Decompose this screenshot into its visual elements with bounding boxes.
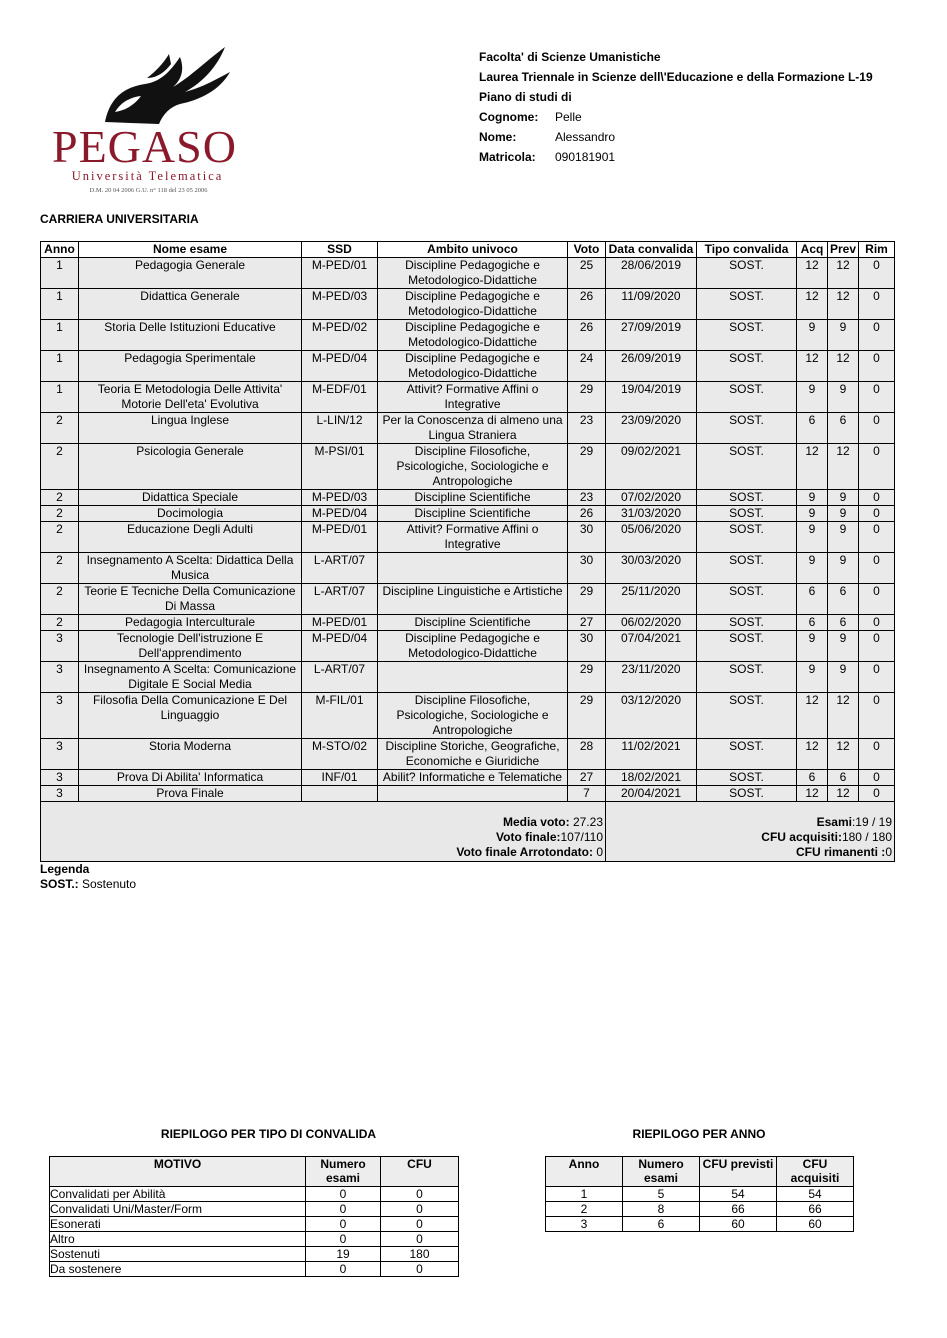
cell-numero-esami: 0 [306,1262,381,1277]
cell-data-convalida: 07/04/2021 [606,631,697,662]
cell-nome-esame: Tecnologie Dell'istruzione E Dell'apprendimento [79,631,302,662]
cell-prev: 12 [828,289,859,320]
student-surname: Cognome: Pelle [479,110,582,124]
cell-numero-esami: 19 [306,1247,381,1262]
university-logo [50,42,240,202]
cell-rim: 0 [859,320,895,351]
cell-acq: 12 [797,693,828,739]
col-anno: Anno [546,1157,623,1187]
cell-data-convalida: 25/11/2020 [606,584,697,615]
cell-ambito: Discipline Pedagogiche e Metodologico-Didattiche [378,631,568,662]
cell-prev: 12 [828,258,859,289]
logo-subtitle: Università Telematica [71,169,224,183]
plan-label: Piano di studi di [479,90,572,104]
cell-ambito [378,786,568,802]
cell-nome-esame: Storia Delle Istituzioni Educative [79,320,302,351]
career-row [41,553,895,584]
col-ssd: SSD [302,242,378,258]
cell-acq: 9 [797,320,828,351]
cell-nome-esame: Lingua Inglese [79,413,302,444]
career-row [41,320,895,351]
cell-rim: 0 [859,631,895,662]
cell-data-convalida: 09/02/2021 [606,444,697,490]
cell-acq: 12 [797,739,828,770]
cell-ambito: Discipline Storiche, Geografiche, Economiche e Giuridiche [378,739,568,770]
riepilogo-tipo-row [50,1262,459,1277]
cell-data-convalida: 23/09/2020 [606,413,697,444]
cell-voto: 29 [568,693,606,739]
document-header [479,50,919,170]
cell-ambito: Attivit? Formative Affini o Integrative [378,522,568,553]
cell-nome-esame: Docimologia [79,506,302,522]
cell-prev: 9 [828,553,859,584]
cell-nome-esame: Prova Di Abilita' Informatica [79,770,302,786]
cell-anno: 1 [41,351,79,382]
col-motivo: MOTIVO [50,1157,306,1187]
cell-data-convalida: 27/09/2019 [606,320,697,351]
cell-ssd: M-PED/03 [302,289,378,320]
cell-tipo-convalida: SOST. [697,631,797,662]
cell-cfu: 0 [381,1187,459,1202]
cell-nome-esame: Didattica Generale [79,289,302,320]
cell-ssd: L-ART/07 [302,584,378,615]
cell-ssd: L-ART/07 [302,662,378,693]
cell-voto: 26 [568,289,606,320]
cell-rim: 0 [859,382,895,413]
cell-anno: 3 [41,662,79,693]
cell-anno: 3 [41,693,79,739]
riepilogo-tipo-row [50,1187,459,1202]
cell-rim: 0 [859,786,895,802]
cell-ssd: M-PSI/01 [302,444,378,490]
cell-ssd [302,786,378,802]
cell-cfu-acquisiti: 60 [777,1217,854,1232]
col-cfu: CFU [381,1157,459,1187]
cell-nome-esame: Pedagogia Sperimentale [79,351,302,382]
cell-anno: 3 [41,770,79,786]
cell-voto: 26 [568,506,606,522]
cell-cfu-acquisiti: 66 [777,1202,854,1217]
cell-ssd: M-PED/04 [302,506,378,522]
cell-cfu-previsti: 54 [700,1187,777,1202]
career-row [41,770,895,786]
cell-data-convalida: 30/03/2020 [606,553,697,584]
cell-cfu-previsti: 66 [700,1202,777,1217]
career-row [41,413,895,444]
career-row [41,490,895,506]
logo-decree: D.M. 20 04 2006 G.U. n° 118 del 23 05 2006 [89,187,208,194]
career-row [41,615,895,631]
cell-nome-esame: Pedagogia Interculturale [79,615,302,631]
career-row [41,584,895,615]
cell-voto: 26 [568,320,606,351]
riepilogo-tipo-row [50,1232,459,1247]
career-row [41,739,895,770]
cell-voto: 29 [568,382,606,413]
cell-nome-esame: Psicologia Generale [79,444,302,490]
logo-wordmark: PEGASO [52,121,237,172]
riepilogo-tipo-table [49,1156,459,1277]
cell-numero-esami: 6 [623,1217,700,1232]
cell-tipo-convalida: SOST. [697,739,797,770]
cell-anno: 1 [41,258,79,289]
career-row [41,662,895,693]
cell-anno: 1 [41,289,79,320]
cell-acq: 12 [797,258,828,289]
cell-tipo-convalida: SOST. [697,522,797,553]
cell-data-convalida: 23/11/2020 [606,662,697,693]
cell-tipo-convalida: SOST. [697,770,797,786]
cell-ssd: M-FIL/01 [302,693,378,739]
cell-acq: 9 [797,662,828,693]
career-row [41,631,895,662]
cell-ssd: M-EDF/01 [302,382,378,413]
cell-nome-esame: Teoria E Metodologia Delle Attivita' Motorie Dell'eta' Evolutiva [79,382,302,413]
cell-ambito: Attivit? Formative Affini o Integrative [378,382,568,413]
cell-voto: 23 [568,413,606,444]
cell-anno: 2 [41,553,79,584]
col-numero-esami: Numero esami [306,1157,381,1187]
cell-cfu: 0 [381,1262,459,1277]
col-tipo: Tipo convalida [697,242,797,258]
cell-voto: 23 [568,490,606,506]
cell-ambito: Discipline Pedagogiche e Metodologico-Didattiche [378,258,568,289]
cell-tipo-convalida: SOST. [697,258,797,289]
cell-data-convalida: 28/06/2019 [606,258,697,289]
cell-nome-esame: Educazione Degli Adulti [79,522,302,553]
cell-rim: 0 [859,662,895,693]
cell-anno: 2 [41,615,79,631]
cell-ssd: M-PED/01 [302,615,378,631]
career-row [41,382,895,413]
cell-rim: 0 [859,351,895,382]
cell-ambito: Discipline Pedagogiche e Metodologico-Didattiche [378,289,568,320]
riepilogo-tipo-row [50,1202,459,1217]
cell-rim: 0 [859,444,895,490]
cell-prev: 9 [828,506,859,522]
cell-voto: 28 [568,739,606,770]
cell-acq: 9 [797,506,828,522]
degree-name: Laurea Triennale in Scienze dell\'Educazione e della Formazione L-19 [479,70,873,84]
cell-rim: 0 [859,506,895,522]
cell-nome-esame: Storia Moderna [79,739,302,770]
cell-motivo: Da sostenere [50,1262,306,1277]
cell-acq: 12 [797,786,828,802]
cell-tipo-convalida: SOST. [697,662,797,693]
riepilogo-tipo-row [50,1217,459,1232]
student-name: Nome: Alessandro [479,130,616,144]
career-row [41,289,895,320]
cell-ambito: Per la Conoscenza di almeno una Lingua Straniera [378,413,568,444]
cell-ambito: Discipline Pedagogiche e Metodologico-Didattiche [378,320,568,351]
cell-rim: 0 [859,522,895,553]
cell-rim: 0 [859,770,895,786]
cell-ambito: Discipline Scientifiche [378,506,568,522]
cell-cfu: 0 [381,1202,459,1217]
cell-anno: 3 [41,739,79,770]
cell-tipo-convalida: SOST. [697,693,797,739]
cell-rim: 0 [859,693,895,739]
cell-ambito: Discipline Scientifiche [378,490,568,506]
cell-rim: 0 [859,490,895,506]
riepilogo-anno-title: RIEPILOGO PER ANNO [632,1127,766,1141]
cell-data-convalida: 11/02/2021 [606,739,697,770]
cell-nome-esame: Prova Finale [79,786,302,802]
legend [40,862,136,892]
col-acq: Acq [797,242,828,258]
cell-tipo-convalida: SOST. [697,382,797,413]
cell-voto: 30 [568,522,606,553]
cell-prev: 9 [828,382,859,413]
riepilogo-anno-row [546,1187,854,1202]
cell-ssd: L-ART/07 [302,553,378,584]
cell-anno: 1 [41,320,79,351]
career-header-row [41,242,895,258]
riepilogo-tipo-header [50,1157,459,1187]
cell-ambito: Discipline Filosofiche, Psicologiche, Sociologiche e Antropologiche [378,444,568,490]
voto-arrotondato: Voto finale Arrotondato: 0 [456,845,603,859]
cell-voto: 30 [568,631,606,662]
cell-numero-esami: 0 [306,1187,381,1202]
cell-rim: 0 [859,258,895,289]
cell-data-convalida: 06/02/2020 [606,615,697,631]
cell-tipo-convalida: SOST. [697,584,797,615]
cell-rim: 0 [859,553,895,584]
cell-anno: 3 [546,1217,623,1232]
cell-numero-esami: 0 [306,1232,381,1247]
cell-prev: 9 [828,662,859,693]
cell-anno: 2 [41,413,79,444]
cell-prev: 12 [828,786,859,802]
cell-ssd: M-PED/01 [302,522,378,553]
career-row [41,693,895,739]
cell-motivo: Sostenuti [50,1247,306,1262]
cell-data-convalida: 07/02/2020 [606,490,697,506]
cell-data-convalida: 26/09/2019 [606,351,697,382]
cell-voto: 29 [568,584,606,615]
cell-prev: 9 [828,490,859,506]
cell-rim: 0 [859,615,895,631]
cell-data-convalida: 20/04/2021 [606,786,697,802]
col-rim: Rim [859,242,895,258]
cell-cfu: 0 [381,1217,459,1232]
cell-voto: 25 [568,258,606,289]
career-table [40,241,895,862]
cell-voto: 29 [568,444,606,490]
faculty-name: Facolta' di Scienze Umanistiche [479,50,661,64]
riepilogo-anno-row [546,1202,854,1217]
cell-prev: 12 [828,444,859,490]
cell-anno: 3 [41,786,79,802]
riepilogo-tipo-title: RIEPILOGO PER TIPO DI CONVALIDA [160,1127,377,1141]
cell-ssd: L-LIN/12 [302,413,378,444]
cell-ssd: M-PED/03 [302,490,378,506]
cell-anno: 2 [546,1202,623,1217]
cell-acq: 9 [797,490,828,506]
cell-voto: 27 [568,770,606,786]
col-voto: Voto [568,242,606,258]
cell-prev: 6 [828,584,859,615]
cell-ssd: M-PED/02 [302,320,378,351]
riepilogo-anno-header [546,1157,854,1187]
cell-anno: 2 [41,584,79,615]
cell-cfu-previsti: 60 [700,1217,777,1232]
cell-tipo-convalida: SOST. [697,413,797,444]
career-row [41,258,895,289]
summary-row [41,802,895,862]
cell-prev: 6 [828,615,859,631]
cell-ambito [378,553,568,584]
cell-nome-esame: Insegnamento A Scelta: Didattica Della Musica [79,553,302,584]
esami-count: Esami:19 / 19 [816,815,892,829]
cell-rim: 0 [859,413,895,444]
cell-tipo-convalida: SOST. [697,786,797,802]
cell-tipo-convalida: SOST. [697,444,797,490]
riepilogo-anno-table [545,1156,854,1232]
cell-numero-esami: 0 [306,1202,381,1217]
cell-acq: 6 [797,770,828,786]
cell-prev: 6 [828,770,859,786]
cell-anno: 2 [41,444,79,490]
cell-ambito: Discipline Pedagogiche e Metodologico-Didattiche [378,351,568,382]
riepilogo-anno-row [546,1217,854,1232]
cell-acq: 9 [797,522,828,553]
career-row [41,786,895,802]
cell-tipo-convalida: SOST. [697,506,797,522]
cell-motivo: Convalidati per Abilità [50,1187,306,1202]
cell-tipo-convalida: SOST. [697,490,797,506]
cell-data-convalida: 03/12/2020 [606,693,697,739]
cell-ssd: INF/01 [302,770,378,786]
cell-cfu: 0 [381,1232,459,1247]
cell-cfu-acquisiti: 54 [777,1187,854,1202]
cell-ambito: Abilit? Informatiche e Telematiche [378,770,568,786]
col-nome-esame: Nome esame [79,242,302,258]
cell-tipo-convalida: SOST. [697,351,797,382]
cell-data-convalida: 31/03/2020 [606,506,697,522]
cell-motivo: Esonerati [50,1217,306,1232]
cell-anno: 3 [41,631,79,662]
cell-tipo-convalida: SOST. [697,553,797,584]
col-numero-esami: Numero esami [623,1157,700,1187]
cell-nome-esame: Pedagogia Generale [79,258,302,289]
col-data: Data convalida [606,242,697,258]
cell-numero-esami: 8 [623,1202,700,1217]
cell-tipo-convalida: SOST. [697,289,797,320]
cell-ambito: Discipline Filosofiche, Psicologiche, Sociologiche e Antropologiche [378,693,568,739]
cell-voto: 30 [568,553,606,584]
cell-nome-esame: Insegnamento A Scelta: Comunicazione Digitale E Social Media [79,662,302,693]
cell-numero-esami: 0 [306,1217,381,1232]
cell-acq: 12 [797,289,828,320]
media-voto: Media voto: 27.23 [502,815,603,829]
riepilogo-tipo-row [50,1247,459,1262]
cell-nome-esame: Filosofia Della Comunicazione E Del Linguaggio [79,693,302,739]
cell-acq: 9 [797,631,828,662]
cell-nome-esame: Didattica Speciale [79,490,302,506]
cell-nome-esame: Teorie E Tecniche Della Comunicazione Di Massa [79,584,302,615]
cell-tipo-convalida: SOST. [697,615,797,631]
career-row [41,522,895,553]
cell-rim: 0 [859,739,895,770]
cell-acq: 12 [797,351,828,382]
voto-finale: Voto finale:107/110 [496,830,603,844]
cell-anno: 2 [41,490,79,506]
col-prev: Prev [828,242,859,258]
cell-tipo-convalida: SOST. [697,320,797,351]
cell-prev: 12 [828,693,859,739]
cfu-summary [606,802,895,862]
cell-numero-esami: 5 [623,1187,700,1202]
cell-acq: 6 [797,584,828,615]
cell-voto: 27 [568,615,606,631]
cell-ssd: M-PED/04 [302,631,378,662]
cell-anno: 2 [41,506,79,522]
cell-data-convalida: 19/04/2019 [606,382,697,413]
cell-prev: 12 [828,351,859,382]
student-id: Matricola: 090181901 [479,150,616,164]
cell-voto: 24 [568,351,606,382]
cell-prev: 9 [828,631,859,662]
cell-data-convalida: 18/02/2021 [606,770,697,786]
pegasus-icon [85,42,235,127]
cell-acq: 6 [797,615,828,631]
career-row [41,444,895,490]
cell-motivo: Convalidati Uni/Master/Form [50,1202,306,1217]
legend-item: SOST.: Sostenuto [40,877,137,891]
cell-data-convalida: 05/06/2020 [606,522,697,553]
cfu-acquisiti: CFU acquisiti:180 / 180 [761,830,892,844]
col-cfu-acquisiti: CFU acquisiti [777,1157,854,1187]
grade-summary [41,802,606,862]
cell-prev: 9 [828,320,859,351]
legend-title: Legenda [40,862,90,876]
cell-anno: 1 [546,1187,623,1202]
cell-voto: 29 [568,662,606,693]
cell-ambito: Discipline Scientifiche [378,615,568,631]
cell-anno: 2 [41,522,79,553]
cell-ambito [378,662,568,693]
cell-rim: 0 [859,584,895,615]
cell-rim: 0 [859,289,895,320]
cfu-rimanenti: CFU rimanenti :0 [795,845,892,859]
cell-data-convalida: 11/09/2020 [606,289,697,320]
cell-prev: 9 [828,522,859,553]
career-row [41,506,895,522]
col-cfu-previsti: CFU previsti [700,1157,777,1187]
cell-ssd: M-PED/04 [302,351,378,382]
cell-ambito: Discipline Linguistiche e Artistiche [378,584,568,615]
cell-ssd: M-STO/02 [302,739,378,770]
section-title: CARRIERA UNIVERSITARIA [40,212,199,226]
cell-prev: 6 [828,413,859,444]
cell-voto: 7 [568,786,606,802]
cell-acq: 9 [797,553,828,584]
cell-acq: 9 [797,382,828,413]
col-anno: Anno [41,242,79,258]
cell-motivo: Altro [50,1232,306,1247]
cell-cfu: 180 [381,1247,459,1262]
cell-acq: 6 [797,413,828,444]
cell-acq: 12 [797,444,828,490]
cell-prev: 12 [828,739,859,770]
col-ambito: Ambito univoco [378,242,568,258]
cell-anno: 1 [41,382,79,413]
career-row [41,351,895,382]
cell-ssd: M-PED/01 [302,258,378,289]
